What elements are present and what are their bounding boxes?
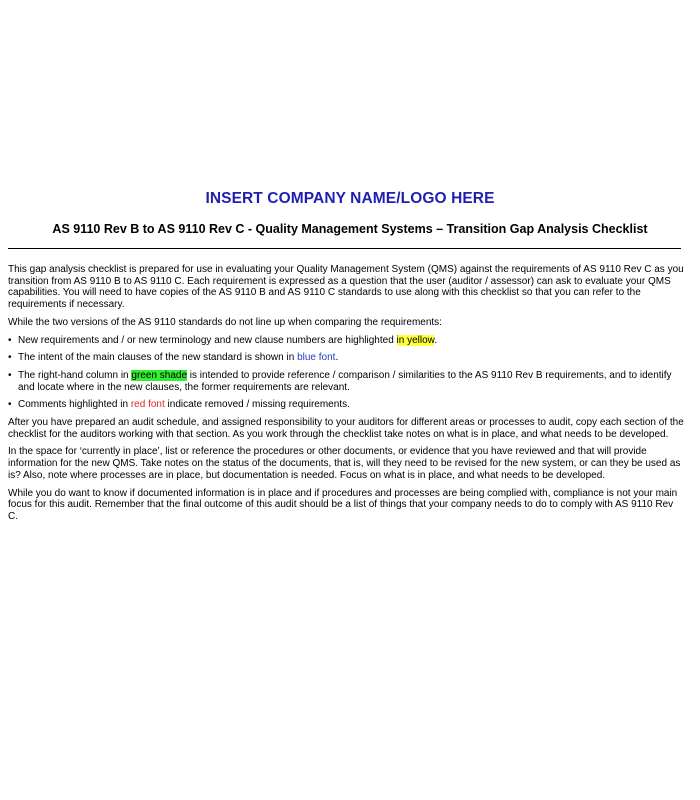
- bullet-text: Comments highlighted in: [18, 399, 131, 411]
- bullet-text-end: .: [335, 352, 339, 364]
- bullet-icon: •: [8, 352, 12, 364]
- bullet-text: New requirements and / or new terminology and new clause numbers are highlighted: [18, 334, 397, 346]
- bullet-main-clauses: [8, 352, 684, 364]
- document-body: [8, 264, 684, 529]
- bullet-text-end: .: [434, 334, 438, 346]
- intro-paragraph: This gap analysis checklist is prepared for use in evaluating your Quality Management System (QMS) against the requirements of AS 9110 Rev C as you transition from AS 9110 B to AS 9110 C. Each requirement is expressed as a question that the user (auditor / assessor) can ask to evaluate your QMS capabilities. You will need to have copies of the AS 9110 B and AS 9110 C standards to use along with this checklist so that you can refer to the requirements if necessary.: [8, 264, 684, 311]
- document-title: AS 9110 Rev B to AS 9110 Rev C - Quality Management Systems – Transition Gap Analysis Checklist: [52, 222, 648, 236]
- bullet-icon: •: [8, 399, 12, 411]
- bullet-new-requirements: [8, 335, 684, 347]
- currently-in-place-paragraph: In the space for ‘currently in place’, list or reference the procedures or other documents, or evidence that you have reviewed and that will provide information for the new QMS. Take notes on the status of the documents, that is, will they need to be revised for the new system, or can they be used as is? Also, note where processes are in place, but documentation is needed. Focus on what is in place, and what needs to be developed.: [8, 446, 681, 481]
- bullet-green-column: [8, 370, 684, 393]
- bullet-text: The right-hand column in: [18, 369, 132, 381]
- legend-bullet-list: [8, 335, 684, 412]
- title-divider: [8, 248, 681, 249]
- bullet-text-end: indicate removed / missing requirements.: [164, 399, 350, 411]
- bullet-removed-requirements: [8, 399, 684, 411]
- yellow-highlight-sample: in yellow: [396, 334, 435, 346]
- bullet-icon: •: [8, 369, 12, 381]
- comparison-intro-paragraph: While the two versions of the AS 9110 standards do not line up when comparing the requirements:: [8, 316, 442, 328]
- compliance-paragraph: While you do want to know if documented information is in place and if procedures and processes are being complied with, compliance is not your main focus for this audit. Remember that the final outcome of this audit should be a list of things that your company needs to do to comply with AS 9110 Rev C.: [8, 487, 678, 522]
- audit-schedule-paragraph: After you have prepared an audit schedule, and assigned responsibility to your auditors for different areas or processes to audit, copy each section of the checklist for the auditors working with that section. As you work through the checklist take notes on what is in place, and what needs to be developed.: [8, 417, 684, 440]
- green-shade-sample: green shade: [131, 369, 188, 381]
- bullet-text-end: is intended to provide reference / comparison / similarities to the AS 9110 Rev B requirements, and to identify and locate where in the new clauses, the former requirements are relevant.: [18, 369, 672, 393]
- blue-font-sample: blue font: [297, 352, 336, 364]
- red-font-sample: red font: [130, 399, 165, 411]
- bullet-text: The intent of the main clauses of the new standard is shown in: [18, 352, 298, 364]
- bullet-icon: •: [8, 334, 12, 346]
- company-name-placeholder: INSERT COMPANY NAME/LOGO HERE: [205, 190, 495, 207]
